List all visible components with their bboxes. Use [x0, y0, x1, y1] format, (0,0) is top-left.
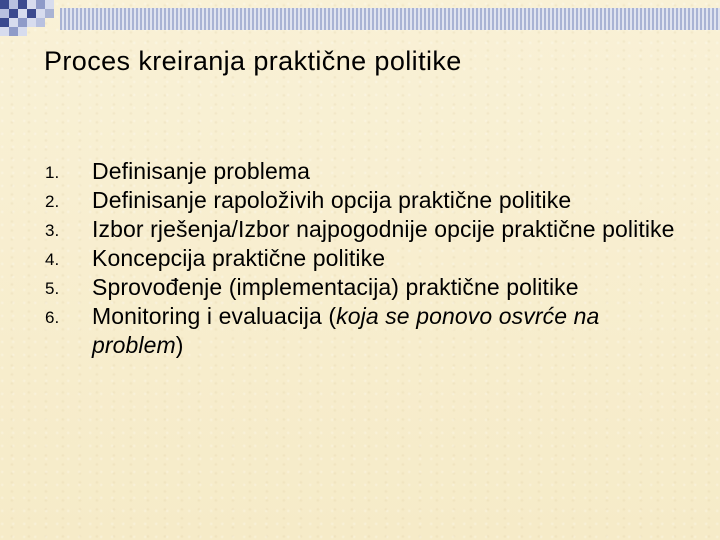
list-number: 3.: [45, 221, 60, 240]
list-item-5: [45, 273, 695, 302]
list-item-1: [45, 157, 695, 186]
list-item-text: Izbor rješenja/Izbor najpogodnije opcije praktične politike: [92, 216, 675, 242]
list-item-text-start: Monitoring i evaluacija (: [92, 303, 337, 329]
slide-title: Proces kreiranja praktične politike: [44, 46, 462, 76]
list-item-text-italic: koja se ponovo osvrće na problem: [92, 303, 600, 358]
list-item-text: Koncepcija praktične politike: [92, 245, 386, 271]
striped-header-bar: [60, 8, 720, 30]
process-steps-list: [45, 157, 695, 360]
list-item-3: [45, 215, 695, 244]
list-item-text: Definisanje rapoloživih opcija praktične politike: [92, 187, 572, 213]
list-number: 5.: [45, 279, 60, 298]
list-number: 1.: [45, 163, 60, 182]
list-item-6: [45, 302, 695, 360]
decorative-header-band: [0, 0, 720, 40]
list-item-2: [45, 186, 695, 215]
list-item-text: Sprovođenje (implementacija) praktične politike: [92, 274, 579, 300]
list-item-4: [45, 244, 695, 273]
list-number: 2.: [45, 192, 60, 211]
list-item-text: [92, 303, 599, 358]
list-item-text-end: ): [175, 332, 184, 358]
list-number: 4.: [45, 250, 60, 269]
list-item-text: Definisanje problema: [92, 158, 311, 184]
checker-pattern-decoration: [0, 0, 60, 40]
list-number: 6.: [45, 308, 60, 327]
